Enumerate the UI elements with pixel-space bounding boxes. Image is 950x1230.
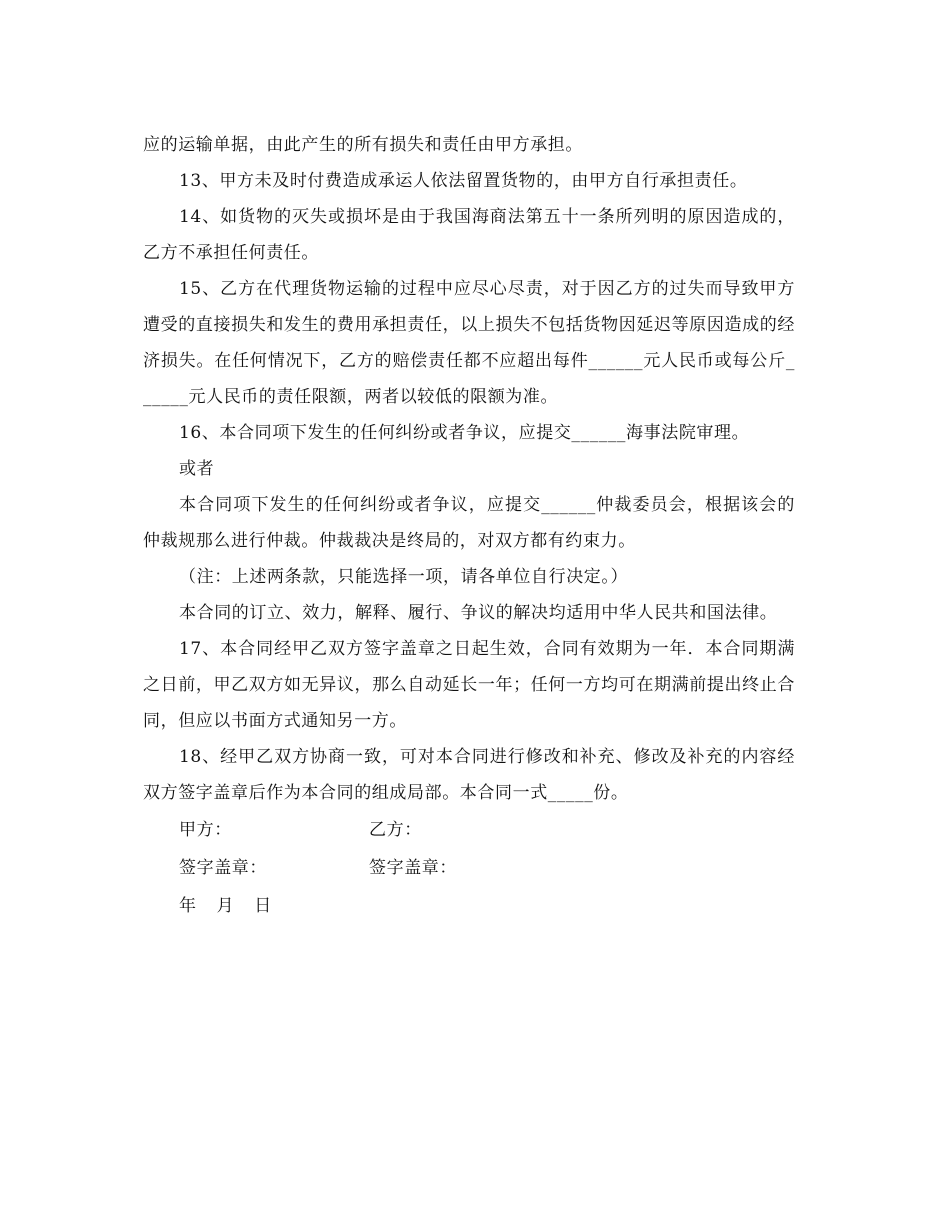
paragraph-or: 或者 (179, 459, 215, 479)
signature-date-row (143, 887, 795, 925)
contract-body (143, 127, 795, 925)
date-year-label: 年 (179, 896, 197, 916)
paragraph-clause-16: 16、本合同项下发生的任何纠纷或者争议，应提交______海事法院审理。 (179, 423, 750, 443)
paragraph-clause-17: 17、本合同经甲乙双方签字盖章之日起生效，合同有效期为一年．本合同期满之日前，甲乙双方如无异议，那么自动延长一年；任何一方均可在期满前提出终止合同，但应以书面方式通知另一方。 (143, 639, 795, 731)
paragraph-governing-law: 本合同的订立、效力，解释、履行、争议的解决均适用中华人民共和国法律。 (179, 603, 778, 623)
paragraph-clause-14: 14、如货物的灭失或损坏是由于我国海商法第五十一条所列明的原因造成的， 乙方不承担任何责任。 (143, 207, 795, 263)
seal-b-label: 签字盖章： (369, 858, 457, 878)
signature-party-row (143, 811, 795, 849)
paragraph-arbitration: 本合同项下发生的任何纠纷或者争议，应提交______仲裁委员会，根据该会的仲裁规那么进行仲裁。仲裁裁决是终局的，对双方都有约束力。 (143, 495, 795, 551)
paragraph-clause-15: 15、乙方在代理货物运输的过程中应尽心尽责，对于因乙方的过失而导致甲方遭受的直接损失和发生的费用承担责任，以上损失不包括货物因延迟等原因造成的经济损失。在任何情况下，乙方的赔偿责任都不应超出每件______元人民币或每公斤______元人民币的责任限额，两者以较低的限额为准。 (143, 279, 795, 407)
paragraph-note: （注：上述两条款，只能选择一项，请各单位自行决定。） (179, 567, 629, 587)
paragraph-clause-18: 18、经甲乙双方协商一致，可对本合同进行修改和补充、修改及补充的内容经双方签字盖章后作为本合同的组成局部。本合同一式_____份。 (143, 747, 795, 803)
party-a-label: 甲方： (179, 820, 232, 840)
party-b-label: 乙方： (369, 820, 422, 840)
signature-seal-row (143, 849, 795, 887)
seal-a-label: 签字盖章： (179, 858, 267, 878)
paragraph-continuation: 应的运输单据，由此产生的所有损失和责任由甲方承担。 (143, 135, 583, 155)
date-month-label: 月 (216, 896, 235, 916)
paragraph-clause-13: 13、甲方未及时付费造成承运人依法留置货物的，由甲方自行承担责任。 (179, 171, 748, 191)
date-day-label: 日 (254, 896, 272, 916)
